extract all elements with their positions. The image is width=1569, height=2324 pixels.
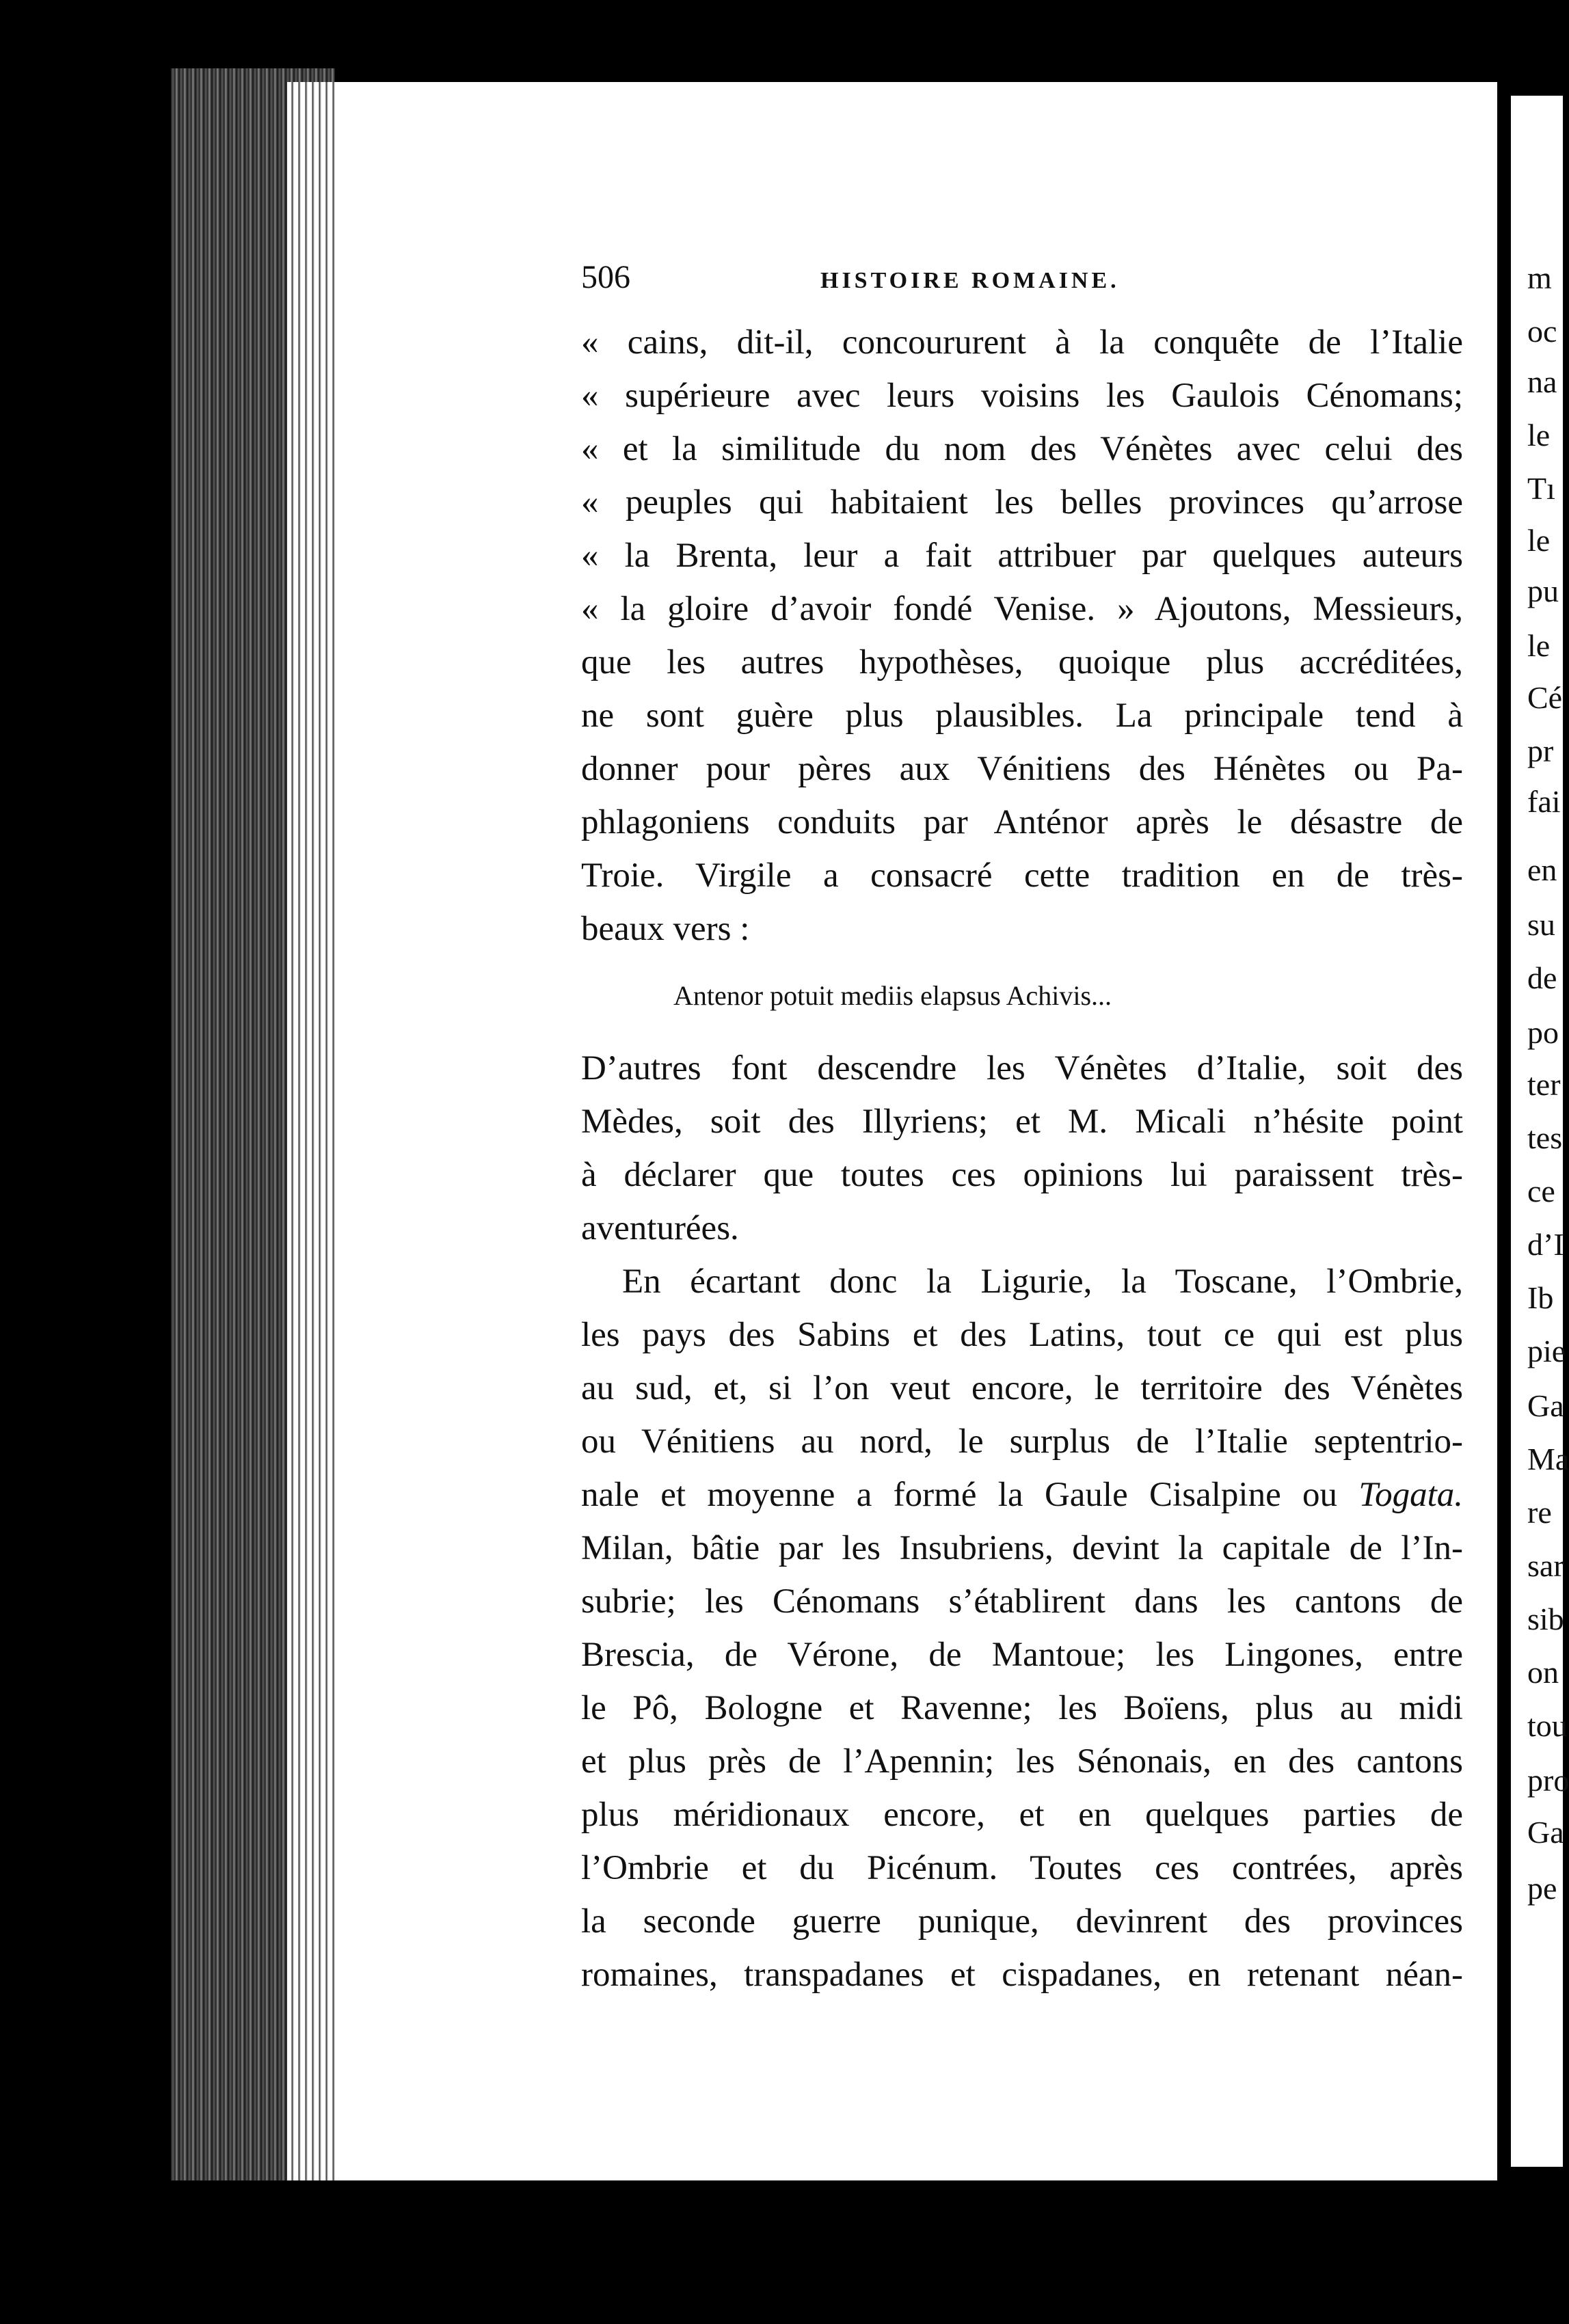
text-line: romaines, transpadanes et cispadanes, en retenant néan- (581, 1956, 1463, 1994)
text-segment: nale et moyenne a formé la Gaule Cisalpine ou (581, 1476, 1338, 1514)
facing-page-fragment: Ga (1527, 1815, 1564, 1850)
running-title: HISTOIRE ROMAINE. (820, 268, 1120, 293)
facing-page-fragment: sar (1527, 1548, 1564, 1583)
facing-page-fragment: pie (1527, 1334, 1566, 1368)
facing-page-fragment: na (1527, 364, 1557, 399)
text-line: ou Vénitiens au nord, le surplus de l’Italie septentrio- (581, 1422, 1463, 1461)
text-line: « et la similitude du nom des Vénètes avec celui des (581, 430, 1463, 468)
facing-page-fragment: en (1527, 852, 1557, 887)
text-line: phlagoniens conduits par Anténor après le désastre de (581, 803, 1463, 841)
book-page-stack (287, 82, 342, 2180)
text-line: « la gloire d’avoir fondé Venise. » Ajoutons, Messieurs, (581, 590, 1463, 628)
facing-page-fragment: Tı (1527, 471, 1555, 506)
facing-page-fragment: Ma (1527, 1442, 1569, 1476)
text-line: subrie; les Cénomans s’établirent dans les cantons de (581, 1582, 1463, 1621)
facing-page-fragment: re (1527, 1495, 1552, 1530)
facing-page-fragment: su (1527, 907, 1555, 942)
text-line: donner pour pères aux Vénitiens des Hénètes ou Pa- (581, 750, 1463, 788)
text-line: ne sont guère plus plausibles. La principale tend à (581, 697, 1463, 735)
text-line: l’Ombrie et du Picénum. Toutes ces contrées, après (581, 1849, 1463, 1887)
text-line: « la Brenta, leur a fait attribuer par quelques auteurs (581, 537, 1463, 575)
facing-page-fragment: pr (1527, 733, 1554, 768)
facing-page-fragment: oc (1527, 314, 1557, 349)
latin-verse-quote: Antenor potuit mediis elapsus Achivis... (673, 980, 1112, 1011)
facing-page-fragment: Cé (1527, 680, 1563, 715)
facing-page-fragment: m (1527, 260, 1552, 295)
facing-page-fragment: fai (1527, 784, 1561, 819)
text-line: En écartant donc la Ligurie, la Toscane, l’Ombrie, (622, 1262, 1463, 1301)
facing-page-fragment: le (1527, 523, 1551, 558)
facing-page-fragment: Ga (1527, 1388, 1564, 1423)
facing-page-fragment: on (1527, 1655, 1559, 1690)
text-line: Brescia, de Vérone, de Mantoue; les Lingones, entre (581, 1636, 1463, 1674)
text-line: les pays des Sabins et des Latins, tout ce qui est plus (581, 1316, 1463, 1354)
facing-page-fragment: po (1527, 1015, 1559, 1050)
page-header (581, 258, 1463, 306)
italic-term: Togata. (1358, 1476, 1463, 1514)
text-line: et plus près de l’Apennin; les Sénonais, en des cantons (581, 1742, 1463, 1781)
facing-page-fragment: pe (1527, 1871, 1557, 1906)
text-line: « peuples qui habitaient les belles provinces qu’arrose (581, 483, 1463, 522)
facing-page-fragment: Ib (1527, 1280, 1554, 1315)
text-line: Mèdes, soit des Illyriens; et M. Micali n’hésite point (581, 1103, 1463, 1141)
text-line: beaux vers : (581, 910, 750, 948)
facing-page-fragment: sib (1527, 1602, 1564, 1636)
facing-page-fragment: d’I (1527, 1227, 1564, 1262)
text-line: au sud, et, si l’on veut encore, le territoire des Vénètes (581, 1369, 1463, 1407)
facing-page-fragment: pro (1527, 1763, 1569, 1798)
body-text (581, 316, 1463, 2001)
page-number: 506 (581, 259, 630, 295)
facing-page-fragment: ter (1527, 1067, 1561, 1102)
text-line: « supérieure avec leurs voisins les Gaulois Cénomans; (581, 377, 1463, 415)
facing-page-fragment: de (1527, 960, 1557, 995)
text-line: que les autres hypothèses, quoique plus accréditées, (581, 643, 1463, 681)
facing-page-fragment: tes (1527, 1120, 1563, 1155)
text-line: à déclarer que toutes ces opinions lui paraissent très- (581, 1156, 1463, 1194)
text-line: Troie. Virgile a consacré cette tradition en de très- (581, 856, 1463, 895)
text-line: la seconde guerre punique, devinrent des provinces (581, 1902, 1463, 1941)
facing-page-fragment: pu (1527, 573, 1559, 608)
text-line (581, 1468, 1463, 1522)
text-line: Milan, bâtie par les Insubriens, devint la capitale de l’In- (581, 1529, 1463, 1567)
text-line: aventurées. (581, 1209, 739, 1247)
text-line: plus méridionaux encore, et en quelques parties de (581, 1796, 1463, 1834)
facing-page-fragment: le (1527, 628, 1551, 663)
text-line: D’autres font descendre les Vénètes d’Italie, soit des (581, 1049, 1463, 1087)
facing-page-edge (1511, 96, 1569, 2167)
text-line: « cains, dit-il, concoururent à la conquête de l’Italie (581, 323, 1463, 362)
facing-page-fragment: ce (1527, 1174, 1555, 1208)
facing-page-fragment: le (1527, 418, 1551, 452)
facing-page-fragment: tou (1527, 1708, 1568, 1743)
text-line: le Pô, Bologne et Ravenne; les Boïens, plus au midi (581, 1689, 1463, 1727)
